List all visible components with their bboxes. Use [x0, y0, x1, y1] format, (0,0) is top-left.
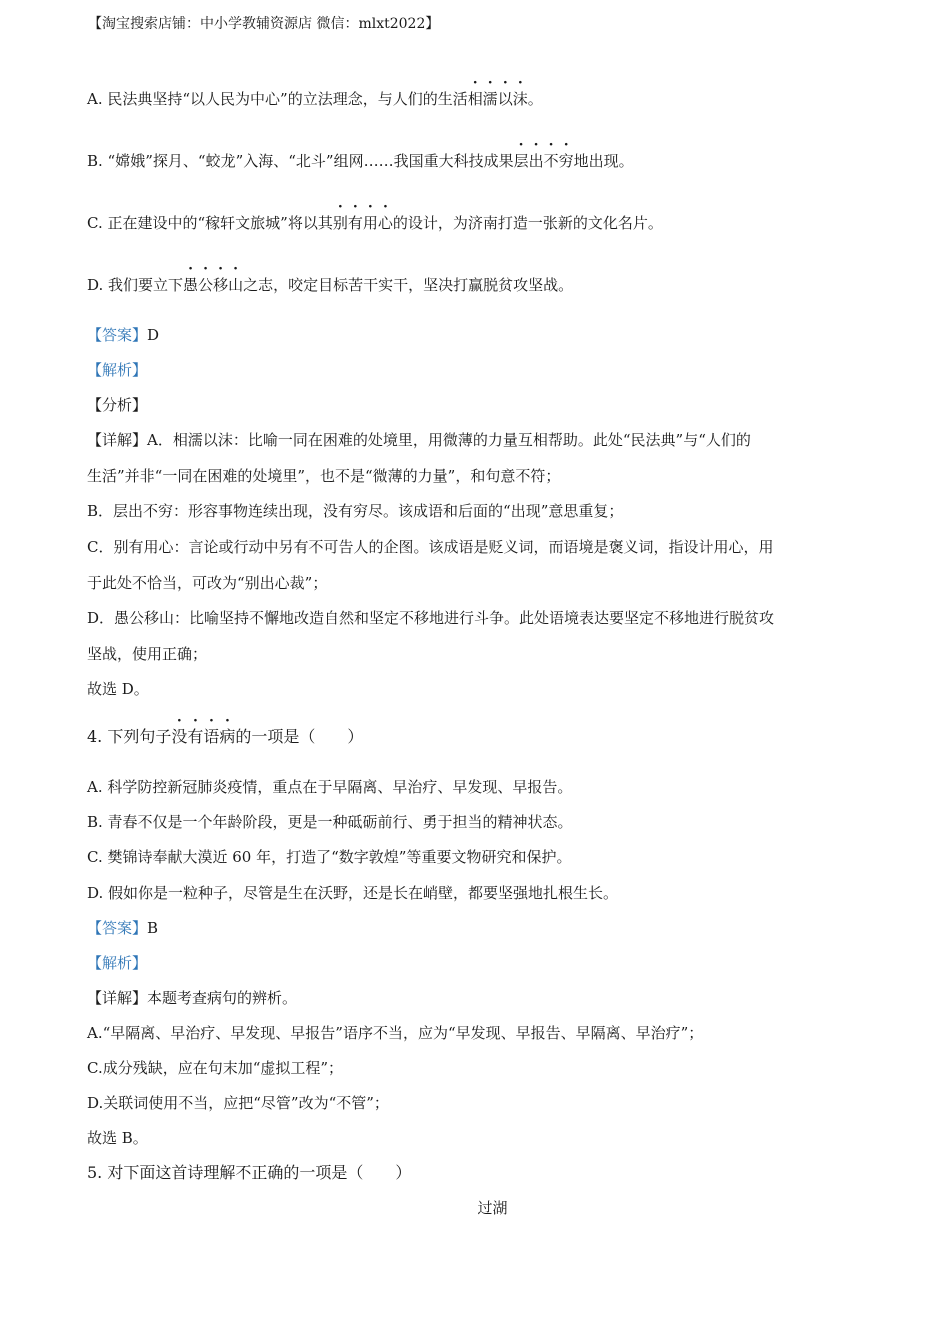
emph-char: 出 [528, 152, 544, 170]
q3-detail-line: D．愚公移山：比喻坚持不懈地改造自然和坚定不移地进行斗争。此处语境表达要坚定不移地进行脱贫攻 [87, 609, 775, 627]
q4-option-b: B. 青春不仅是一个年龄阶段，更是一种砥砺前行、勇于担当的精神状态。 [87, 813, 573, 831]
q4-detail-intro [87, 988, 297, 1008]
answer-tag: 【答案】 [87, 326, 148, 344]
emph-char: 层 [513, 152, 529, 170]
option-b-text: B. “嫦娥”探月、“蛟龙”入海、“北斗”组网……我国重大科技成果 [87, 152, 514, 170]
option-d-tail: 之志，咬定目标苦干实干，坚决打赢脱贫攻坚战。 [243, 276, 574, 294]
emph-char: 愚 [183, 276, 199, 294]
q4-stem-tail: 的一项是（ ） [235, 727, 364, 746]
emph-char: 公 [198, 276, 214, 294]
option-a [87, 89, 543, 109]
q3-detail-line: 于此处不恰当，可改为“别出心裁”； [87, 574, 328, 592]
emph-char: 心 [377, 214, 393, 232]
q3-detail-line: C．别有用心：言论或行动中另有不可告人的企图。该成语是贬义词，而语境是褒义词，指设计用心，用 [87, 538, 774, 556]
page-header: 【淘宝搜索店铺：中小学教辅资源店 微信：mlxt2022】 [88, 16, 440, 32]
option-a-text: A. 民法典坚持“以人民为中心”的立法理念，与人们的生活 [87, 90, 468, 108]
q4-option-d: D. 假如你是一粒种子，尽管是生在沃野，还是长在峭壁，都要坚强地扎根生长。 [87, 884, 619, 902]
emph-char: 以 [497, 90, 513, 108]
emph-char: 别 [332, 214, 348, 232]
detail-text: 本题考查病句的辨析。 [147, 989, 298, 1007]
emph-char: 有 [347, 214, 363, 232]
q5-stem: 5. 对下面这首诗理解不正确的一项是（ ） [87, 1163, 412, 1182]
option-c-tail: 的设计，为济南打造一张新的文化名片。 [392, 214, 663, 232]
q3-answer [87, 325, 159, 345]
q4-option-c: C. 樊锦诗奉献大漠近 60 年，打造了“数字敦煌”等重要文物研究和保护。 [87, 848, 572, 866]
q3-fenxi-tag: 【分析】 [87, 396, 148, 414]
emph-char: 相 [467, 90, 483, 108]
q3-analysis-tag: 【解析】 [87, 361, 148, 379]
option-b-tail: 地出现。 [573, 152, 634, 170]
emph-char: 移 [213, 276, 229, 294]
emph-char: 山 [228, 276, 244, 294]
q4-answer [87, 918, 158, 938]
emph-char: 濡 [482, 90, 498, 108]
emph-char: 没 [171, 727, 188, 746]
option-c-text: C. 正在建设中的“稼轩文旅城”将以其 [87, 214, 333, 232]
detail-text: A．相濡以沫：比喻一同在困难的处境里，用微薄的力量互相帮助。此处“民法典”与“人们的 [147, 431, 751, 449]
detail-tag: 【详解】 [87, 989, 148, 1007]
q3-detail-line: 坚战，使用正确； [87, 645, 208, 663]
emph-char: 用 [362, 214, 378, 232]
emph-char: 沫 [512, 90, 528, 108]
emph-char: 病 [219, 727, 236, 746]
q4-detail-line: C.成分残缺，应在句末加“虚拟工程”； [87, 1059, 344, 1077]
emph-char: 有 [187, 727, 204, 746]
q3-detail-line: B．层出不穷：形容事物连续出现，没有穷尽。该成语和后面的“出现”意思重复； [87, 502, 624, 520]
answer-value: D [147, 326, 160, 344]
q3-detail-line: 生活”并非“一同在困难的处境里”，也不是“微薄的力量”，和句意不符； [87, 467, 561, 485]
detail-tag: 【详解】 [87, 431, 148, 449]
q3-detail-line [87, 430, 751, 450]
q4-detail-line: A.“早隔离、早治疗、早发现、早报告”语序不当，应为“早发现、早报告、早隔离、早治疗”； [87, 1024, 704, 1042]
emph-char: 穷 [558, 152, 574, 170]
q4-detail-line: 故选 B。 [87, 1129, 148, 1147]
answer-tag: 【答案】 [87, 919, 148, 937]
option-b [87, 151, 634, 171]
option-d-text: D. 我们要立下 [87, 276, 184, 294]
poem-title: 过湖 [477, 1199, 508, 1217]
option-c [87, 213, 663, 233]
q4-detail-line: D.关联词使用不当，应把“尽管”改为“不管”； [87, 1094, 389, 1112]
q4-option-a: A. 科学防控新冠肺炎疫情，重点在于早隔离、早治疗、早发现、早报告。 [87, 778, 573, 796]
q4-stem [87, 727, 363, 747]
emph-char: 语 [203, 727, 220, 746]
q3-detail-line: 故选 D。 [87, 680, 149, 698]
option-d [87, 275, 573, 295]
option-a-tail: 。 [527, 90, 543, 108]
emph-char: 不 [543, 152, 559, 170]
q4-stem-text: 4. 下列句子 [87, 727, 172, 746]
q4-analysis-tag: 【解析】 [87, 954, 148, 972]
answer-value: B [147, 919, 159, 937]
